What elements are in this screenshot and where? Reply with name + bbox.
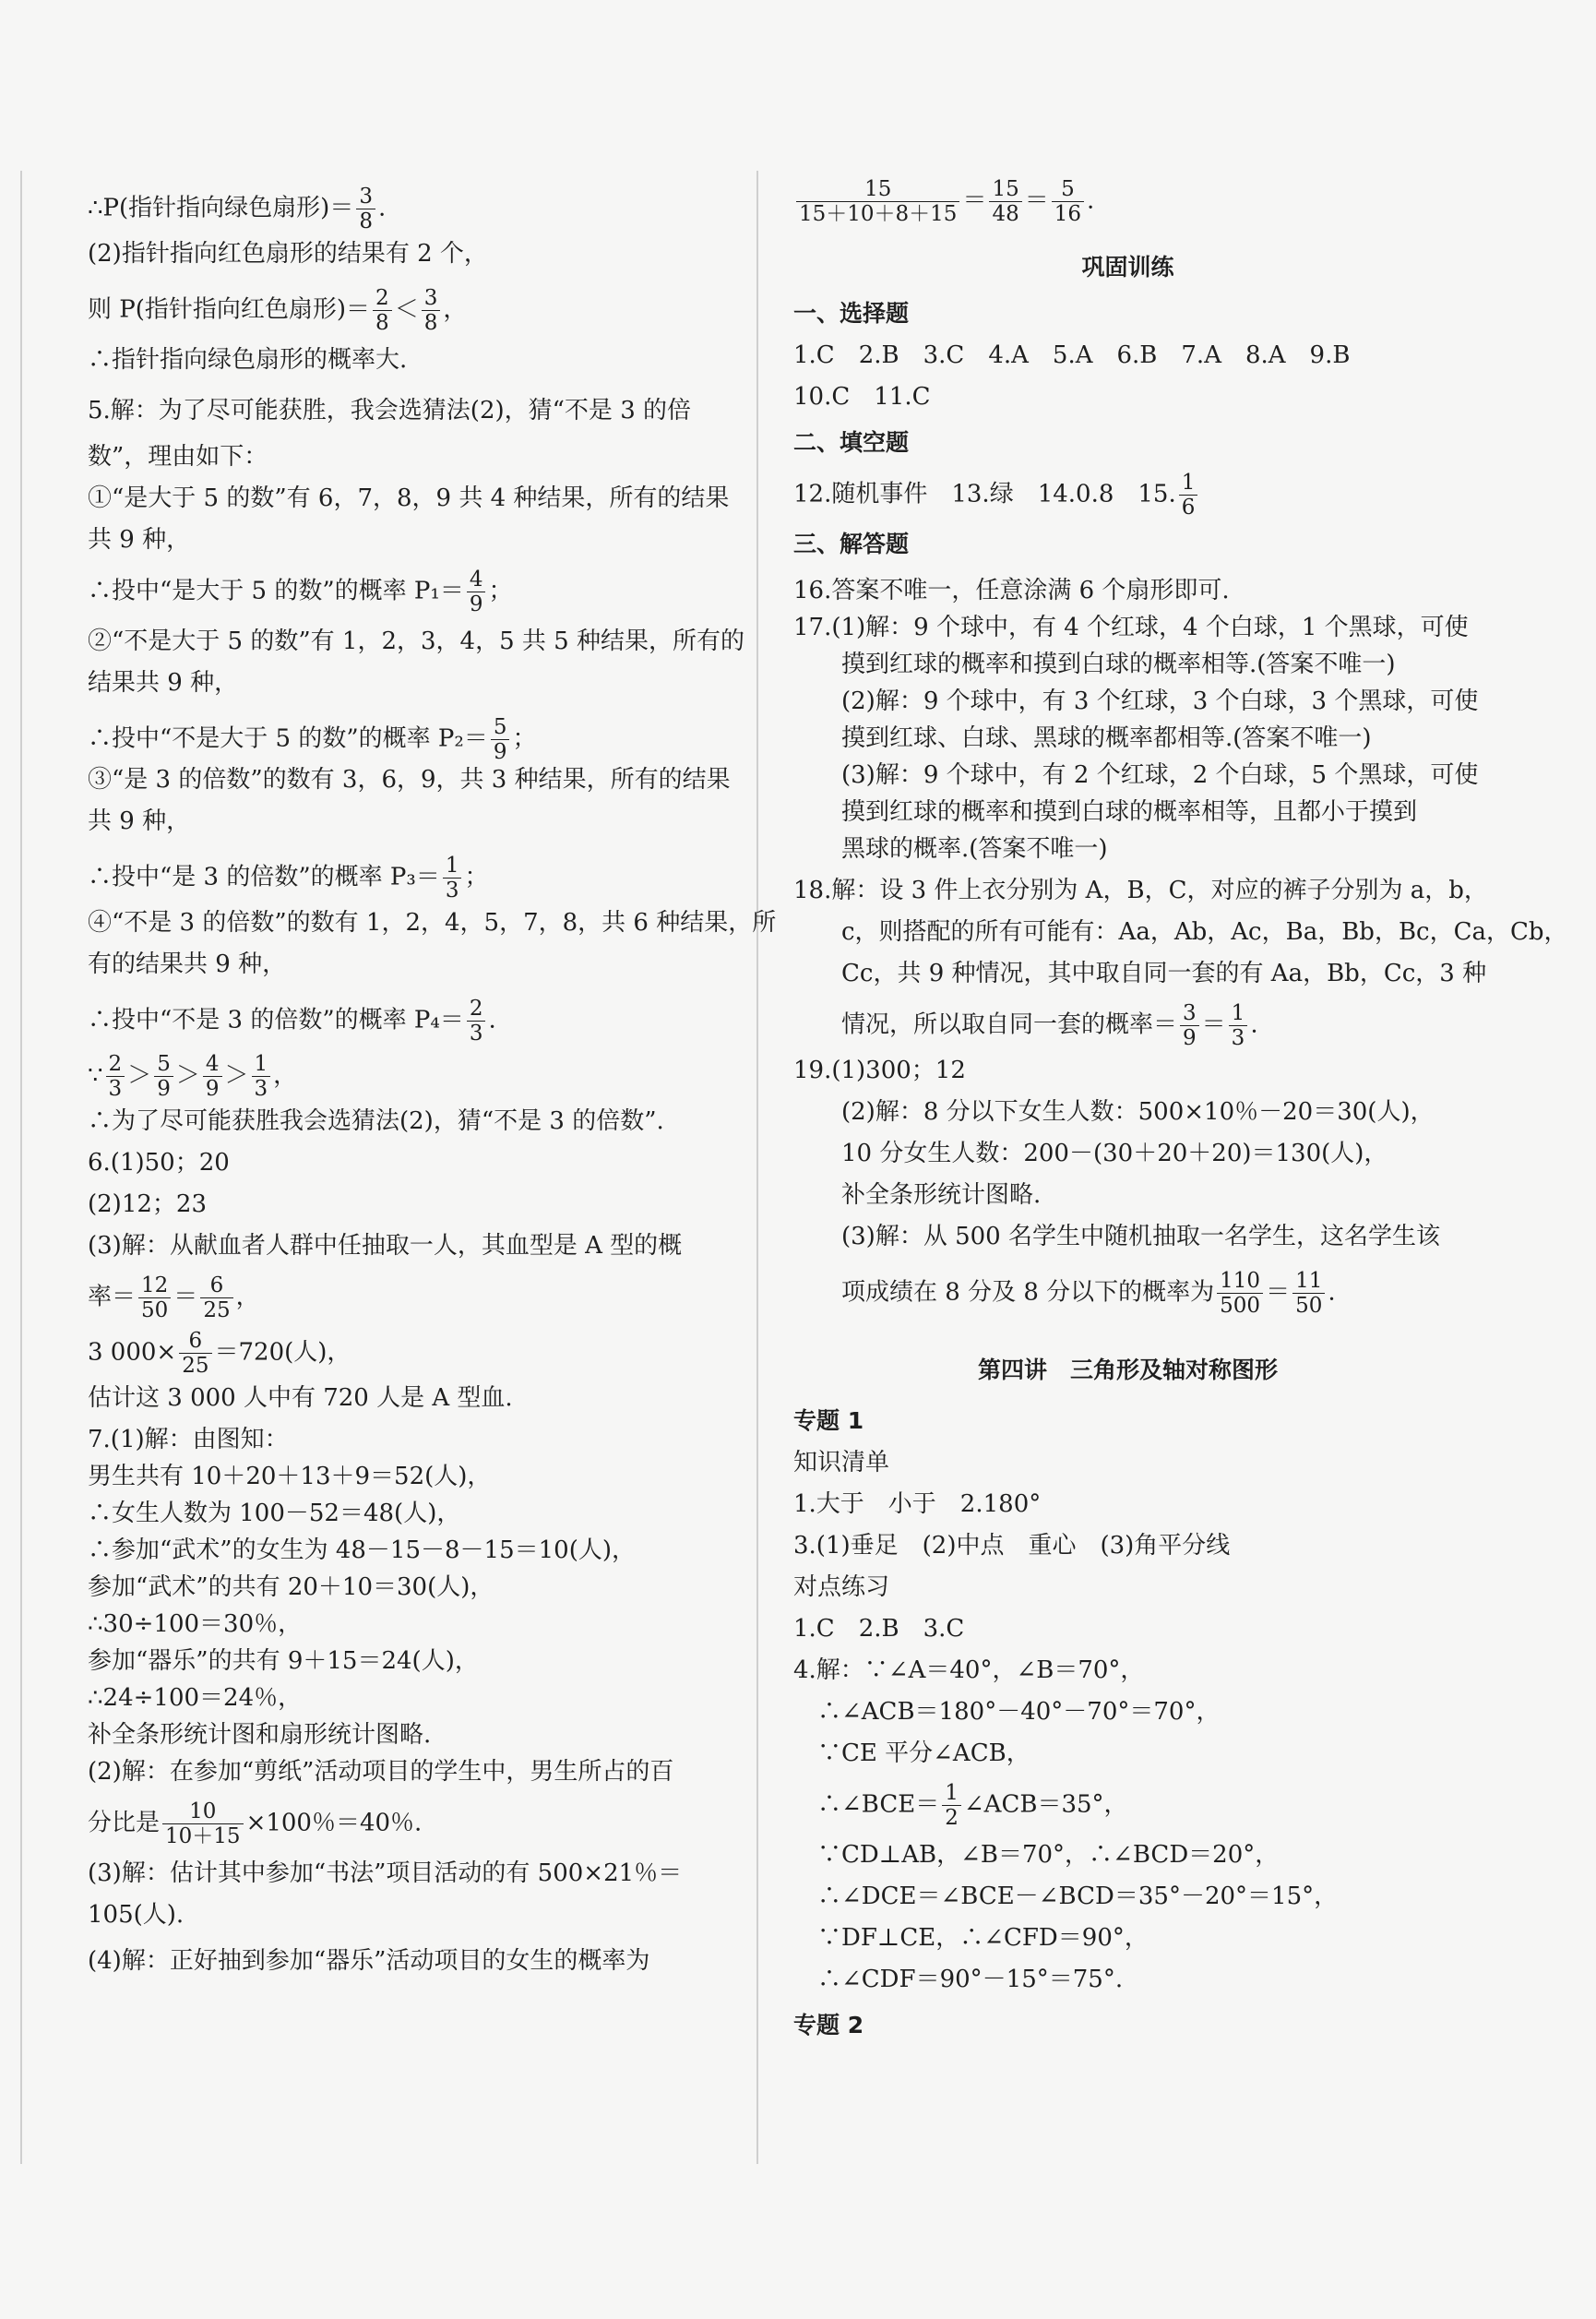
answer-line — [88, 568, 513, 616]
text-run: 4.解：∵∠A＝40°，∠B＝70°， — [793, 1656, 1145, 1684]
text-run: ∴女生人数为 100－52＝48(人)， — [88, 1500, 461, 1527]
answer-line — [793, 1527, 1230, 1564]
section-heading — [793, 1352, 1462, 1389]
text-run: 男生共有 10＋20＋13＋9＝52(人)， — [88, 1463, 492, 1490]
fraction — [467, 997, 486, 1046]
answer-line — [88, 185, 386, 233]
answer-line — [793, 609, 1469, 646]
text-run: ∵ — [88, 1061, 103, 1090]
denominator: 6 — [1181, 496, 1196, 520]
answer-line — [88, 1606, 302, 1643]
text-run: . — [1328, 1278, 1336, 1307]
answer-line — [793, 1961, 1123, 1998]
text-run: ∴投中“不是 3 的倍数”的概率 P₄＝ — [88, 1006, 464, 1034]
denominator: 8 — [375, 311, 389, 335]
text-run: 1.大于 小于 2.180° — [793, 1490, 1042, 1518]
fraction — [138, 1273, 171, 1322]
numerator: 1 — [942, 1781, 961, 1806]
denominator: 50 — [141, 1298, 169, 1322]
text-run: ×100％＝40％. — [245, 1809, 423, 1837]
subsection-heading — [793, 1403, 864, 1440]
numerator: 1 — [1229, 1001, 1248, 1026]
answer-line — [88, 341, 407, 378]
answer-line — [88, 1380, 513, 1417]
answer-line — [88, 997, 496, 1046]
answer-line — [793, 177, 1094, 226]
answer-line — [88, 392, 691, 429]
numerator: 3 — [1180, 1001, 1199, 1026]
answer-line — [88, 438, 268, 475]
answer-line — [88, 1052, 297, 1101]
fraction — [200, 1273, 232, 1322]
answer-line — [88, 904, 776, 941]
text-run: ∴∠BCE＝ — [793, 1790, 940, 1819]
answer-line — [88, 946, 286, 983]
text-run: ∴参加“武术”的女生为 48－15－8－15＝10(人)， — [88, 1536, 637, 1564]
fraction — [422, 286, 441, 335]
text-run: ＝ — [1201, 1010, 1226, 1039]
answer-line — [88, 1227, 682, 1264]
text-run: (2)解：9 个球中，有 3 个红球，3 个白球，3 个黑球，可使 — [793, 687, 1479, 715]
text-run: . — [377, 194, 387, 222]
answer-line — [88, 854, 489, 902]
text-run: 1.C 2.B 3.C 4.A 5.A 6.B 7.A 8.A 9.B — [793, 341, 1351, 369]
answer-line — [88, 1186, 207, 1223]
text-run: ∠ACB＝35°， — [963, 1790, 1128, 1819]
text-run: 结果共 9 种， — [88, 669, 239, 697]
text-run: ＝ — [1024, 186, 1049, 215]
numerator: 5 — [491, 715, 510, 740]
answer-line — [793, 378, 931, 415]
text-run: ∴∠ACB＝180°－40°－70°＝70°， — [793, 1698, 1221, 1726]
text-run: ∴24÷100＝24％， — [88, 1684, 303, 1712]
text-run: ∴∠CDF＝90°－15°＝75°. — [793, 1966, 1124, 1993]
text-run: ＞ — [224, 1061, 249, 1090]
denominator: 15＋10＋8＋15 — [799, 202, 958, 226]
fraction — [1292, 1269, 1325, 1318]
text-run: ∴为了尽可能获胜我会选猜法(2)，猜“不是 3 的倍数”. — [88, 1107, 664, 1135]
text-run: . — [488, 1006, 496, 1034]
denominator: 9 — [157, 1077, 171, 1101]
numerator: 2 — [373, 286, 392, 311]
text-run: ∵CE 平分∠ACB， — [793, 1739, 1030, 1767]
denominator: 50 — [1295, 1294, 1323, 1318]
text-run: ＜ — [394, 295, 419, 324]
numerator: 6 — [179, 1329, 211, 1354]
subsection-heading — [793, 526, 909, 563]
text-run: ＝ — [1266, 1278, 1291, 1307]
answer-line — [88, 480, 729, 517]
text-run: 共 9 种， — [88, 526, 191, 554]
answer-line — [793, 1444, 889, 1481]
denominator: 9 — [205, 1077, 220, 1101]
fraction — [252, 1052, 271, 1101]
answer-line — [88, 1942, 649, 1979]
answer-line — [88, 1896, 184, 1933]
text-run: 巩固训练 — [1081, 254, 1174, 281]
answer-line — [793, 1693, 1220, 1730]
denominator: 9 — [493, 740, 507, 764]
fraction — [1229, 1001, 1248, 1050]
denominator: 3 — [108, 1077, 123, 1101]
text-run: 第四讲 三角形及轴对称图形 — [977, 1357, 1278, 1383]
text-run: ∴指针指向绿色扇形的概率大. — [88, 346, 408, 374]
answer-line — [793, 1486, 1041, 1523]
numerator: 15 — [796, 177, 959, 202]
text-run: 专题 1 — [793, 1407, 864, 1434]
fraction — [106, 1052, 125, 1101]
answer-line — [88, 1799, 422, 1848]
answer-line — [88, 1753, 673, 1790]
denominator: 3 — [445, 879, 459, 902]
fraction — [179, 1329, 211, 1378]
fraction — [467, 568, 486, 616]
answer-line — [88, 521, 190, 558]
answer-line — [793, 1919, 1149, 1956]
text-run: 项成绩在 8 分及 8 分以下的概率为 — [793, 1278, 1215, 1307]
denominator: 2 — [945, 1806, 959, 1830]
text-run: (4)解：正好抽到参加“器乐”活动项目的女生的概率为 — [88, 1947, 650, 1975]
left-margin-rule — [20, 171, 22, 2164]
answer-line — [793, 914, 1568, 950]
denominator: 9 — [469, 592, 483, 616]
text-run: 3.(1)垂足 (2)中点 重心 (3)角平分线 — [793, 1532, 1231, 1560]
numerator: 12 — [138, 1273, 171, 1298]
text-run: ∵DF⊥CE，∴∠CFD＝90°， — [793, 1924, 1149, 1952]
answer-line — [88, 1329, 351, 1378]
text-run: 摸到红球、白球、黑球的概率都相等.(答案不唯一) — [793, 724, 1372, 752]
answer-line — [793, 1836, 1279, 1873]
answer-line — [793, 794, 1417, 831]
answer-line — [793, 1878, 1338, 1915]
denominator: 8 — [423, 311, 438, 335]
numerator: 110 — [1217, 1269, 1263, 1294]
text-run: ∴投中“不是大于 5 的数”的概率 P₂＝ — [88, 724, 488, 753]
fraction — [1179, 471, 1198, 520]
text-run: 6.(1)50；20 — [88, 1149, 230, 1177]
answer-line — [88, 761, 731, 798]
text-run: 数”，理由如下： — [88, 443, 268, 471]
fraction — [1217, 1269, 1263, 1318]
text-run: ∵CD⊥AB，∠B＝70°，∴∠BCD＝20°， — [793, 1841, 1280, 1869]
fraction — [1052, 177, 1084, 226]
text-run: 率＝ — [88, 1283, 137, 1311]
text-run: (3)解：9 个球中，有 2 个红球，2 个白球，5 个黑球，可使 — [793, 761, 1479, 789]
text-run: 摸到红球的概率和摸到白球的概率相等，且都小于摸到 — [793, 798, 1418, 826]
fraction — [443, 854, 462, 902]
text-run: c，则搭配的所有可能有：Aa，Ab，Ac，Ba，Bb，Bc，Ca，Cb， — [793, 918, 1568, 946]
answer-line — [793, 872, 1488, 909]
fraction — [356, 185, 375, 233]
numerator: 3 — [356, 185, 375, 209]
text-run: 二、填空题 — [793, 429, 910, 456]
answer-line — [88, 1679, 302, 1716]
text-run: ； — [464, 863, 489, 891]
numerator: 1 — [1179, 471, 1198, 496]
denominator: 3 — [1231, 1026, 1245, 1050]
answer-line — [88, 1569, 494, 1606]
numerator: 6 — [200, 1273, 232, 1298]
text-run: 知识清单 — [793, 1449, 890, 1476]
answer-line — [793, 1652, 1144, 1689]
text-run: 专题 2 — [793, 2012, 864, 2038]
column-divider — [756, 171, 758, 2164]
text-run: 有的结果共 9 种， — [88, 950, 287, 978]
answer-line — [793, 1218, 1440, 1255]
numerator: 1 — [443, 854, 462, 879]
answer-line — [88, 1103, 664, 1140]
answer-line — [88, 1458, 491, 1495]
text-run: ， — [443, 295, 468, 324]
numerator: 1 — [252, 1052, 271, 1077]
answer-line — [793, 471, 1200, 520]
answer-line — [793, 1269, 1336, 1318]
answer-line — [793, 1735, 1030, 1772]
answer-line — [793, 720, 1372, 757]
answer-line — [793, 1569, 889, 1606]
fraction — [373, 286, 392, 335]
text-run: ＞ — [175, 1061, 200, 1090]
text-run: ∴P(指针指向绿色扇形)＝ — [88, 194, 354, 222]
text-run: 1.C 2.B 3.C — [793, 1615, 965, 1643]
answer-line — [88, 1716, 431, 1753]
answer-line — [793, 337, 1350, 374]
fraction — [942, 1781, 961, 1830]
text-run: (3)解：估计其中参加“书法”项目活动的有 500×21％＝ — [88, 1859, 683, 1887]
fraction — [796, 177, 959, 226]
text-run: ∴∠DCE＝∠BCE－∠BCD＝35°－20°＝15°， — [793, 1883, 1339, 1910]
text-run: ， — [235, 1283, 260, 1311]
answer-line — [793, 955, 1486, 992]
subsection-heading — [793, 2007, 864, 2044]
fraction — [491, 715, 510, 764]
text-run: (2)解：8 分以下女生人数：500×10％－20＝30(人)， — [793, 1098, 1435, 1126]
text-run: 共 9 种， — [88, 807, 191, 835]
text-run: 19.(1)300；12 — [793, 1057, 966, 1084]
text-run: ； — [512, 724, 537, 753]
answer-line — [793, 1001, 1258, 1050]
denominator: 8 — [359, 209, 373, 233]
answer-line — [793, 1052, 966, 1089]
answer-line — [793, 683, 1478, 720]
text-run: ∴30÷100＝30％， — [88, 1610, 303, 1638]
text-run: 对点练习 — [793, 1573, 890, 1601]
text-run: 18.解：设 3 件上衣分别为 A，B，C，对应的裤子分别为 a，b， — [793, 877, 1488, 904]
answer-line — [793, 646, 1396, 683]
text-run: 7.(1)解：由图知： — [88, 1426, 289, 1453]
numerator: 2 — [106, 1052, 125, 1077]
answer-line — [793, 1781, 1128, 1830]
answer-line — [793, 1177, 1041, 1213]
answer-line — [88, 1421, 289, 1458]
denominator: 3 — [254, 1077, 268, 1101]
text-run: (2)12；23 — [88, 1190, 207, 1218]
text-run: 16.答案不唯一，任意涂满 6 个扇形即可. — [793, 577, 1230, 604]
text-run: ， — [273, 1061, 298, 1090]
denominator: 48 — [992, 202, 1019, 226]
numerator: 10 — [162, 1799, 244, 1824]
text-run: 补全条形统计图略. — [793, 1181, 1042, 1209]
numerator: 4 — [467, 568, 486, 592]
denominator: 3 — [469, 1022, 483, 1046]
denominator: 25 — [182, 1354, 209, 1378]
fraction — [1180, 1001, 1199, 1050]
text-run: 一、选择题 — [793, 300, 910, 327]
text-run: ②“不是大于 5 的数”有 1，2，3，4，5 共 5 种结果，所有的 — [88, 628, 744, 655]
text-run: 三、解答题 — [793, 531, 910, 557]
fraction — [154, 1052, 173, 1101]
numerator: 15 — [989, 177, 1021, 202]
text-run: 则 P(指针指向红色扇形)＝ — [88, 295, 371, 324]
text-run: ＝ — [962, 186, 987, 215]
denominator: 25 — [203, 1298, 231, 1322]
text-run: 5.解：为了尽可能获胜，我会选猜法(2)，猜“不是 3 的倍 — [88, 397, 691, 424]
text-run: 估计这 3 000 人中有 720 人是 A 型血. — [88, 1384, 513, 1412]
text-run: 105(人). — [88, 1901, 185, 1929]
answer-line — [793, 1135, 1388, 1172]
numerator: 2 — [467, 997, 486, 1022]
subsection-heading — [793, 295, 909, 332]
answer-line — [88, 664, 238, 701]
text-run: 12.随机事件 13.绿 14.0.8 15. — [793, 480, 1176, 508]
text-run: ∴投中“是大于 5 的数”的概率 P₁＝ — [88, 577, 464, 605]
text-run: ； — [488, 577, 513, 605]
text-run: ∴投中“是 3 的倍数”的概率 P₃＝ — [88, 863, 440, 891]
answer-line — [88, 803, 190, 840]
answer-line — [793, 1094, 1435, 1130]
text-run: ①“是大于 5 的数”有 6，7，8，9 共 4 种结果，所有的结果 — [88, 484, 730, 512]
text-run: 黑球的概率.(答案不唯一) — [793, 835, 1108, 863]
fraction — [989, 177, 1021, 226]
text-run: 10 分女生人数：200－(30＋20＋20)＝130(人)， — [793, 1140, 1388, 1167]
text-run: ＝720(人)， — [214, 1338, 351, 1367]
text-run: ④“不是 3 的倍数”的数有 1，2，4，5，7，8，共 6 种结果，所 — [88, 909, 777, 937]
numerator: 5 — [154, 1052, 173, 1077]
numerator: 4 — [203, 1052, 222, 1077]
answer-line — [88, 1273, 260, 1322]
section-heading — [793, 249, 1462, 286]
text-run: 摸到红球的概率和摸到白球的概率相等.(答案不唯一) — [793, 651, 1396, 678]
text-run: Cc，共 9 种情况，其中取自同一套的有 Aa，Bb，Cc，3 种 — [793, 960, 1487, 987]
answer-line — [793, 572, 1230, 609]
text-run: (2)指针指向红色扇形的结果有 2 个， — [88, 240, 488, 268]
answer-line — [793, 831, 1108, 867]
answer-line — [88, 1532, 636, 1569]
answer-line — [793, 1610, 964, 1647]
answer-line — [88, 235, 488, 272]
text-run: 参加“器乐”的共有 9＋15＝24(人)， — [88, 1647, 479, 1675]
text-run: (2)解：在参加“剪纸”活动项目的学生中，男生所占的百 — [88, 1758, 674, 1786]
fraction — [162, 1799, 244, 1848]
subsection-heading — [793, 424, 909, 461]
text-run: 17.(1)解：9 个球中，有 4 个红球，4 个白球，1 个黑球，可使 — [793, 614, 1469, 641]
text-run: . — [1250, 1010, 1258, 1039]
text-run: ③“是 3 的倍数”的数有 3，6，9，共 3 种结果，所有的结果 — [88, 766, 731, 794]
text-run: (3)解：从 500 名学生中随机抽取一名学生，这名学生该 — [793, 1223, 1440, 1250]
text-run: 10.C 11.C — [793, 383, 931, 411]
answer-line — [88, 1495, 460, 1532]
fraction — [203, 1052, 222, 1101]
answer-line — [88, 1144, 230, 1181]
denominator: 10＋15 — [165, 1824, 241, 1848]
numerator: 11 — [1292, 1269, 1325, 1294]
denominator: 500 — [1220, 1294, 1261, 1318]
denominator: 9 — [1183, 1026, 1197, 1050]
text-run: ＞ — [127, 1061, 152, 1090]
answer-line — [793, 757, 1478, 794]
text-run: 补全条形统计图和扇形统计图略. — [88, 1721, 432, 1749]
numerator: 3 — [422, 286, 441, 311]
text-run: 分比是 — [88, 1809, 161, 1837]
text-run: 参加“武术”的共有 20＋10＝30(人)， — [88, 1573, 494, 1601]
text-run: ＝ — [173, 1283, 198, 1311]
answer-line — [88, 715, 537, 764]
text-run: (3)解：从献血者人群中任抽取一人，其血型是 A 型的概 — [88, 1232, 683, 1260]
answer-line — [88, 623, 744, 660]
text-run: . — [1087, 186, 1095, 215]
answer-line — [88, 1643, 479, 1679]
answer-line — [88, 286, 467, 335]
numerator: 5 — [1052, 177, 1084, 202]
denominator: 16 — [1054, 202, 1082, 226]
answer-line — [88, 1855, 682, 1892]
text-run: 情况，所以取自同一套的概率＝ — [793, 1010, 1178, 1039]
text-run: 3 000× — [88, 1338, 177, 1367]
